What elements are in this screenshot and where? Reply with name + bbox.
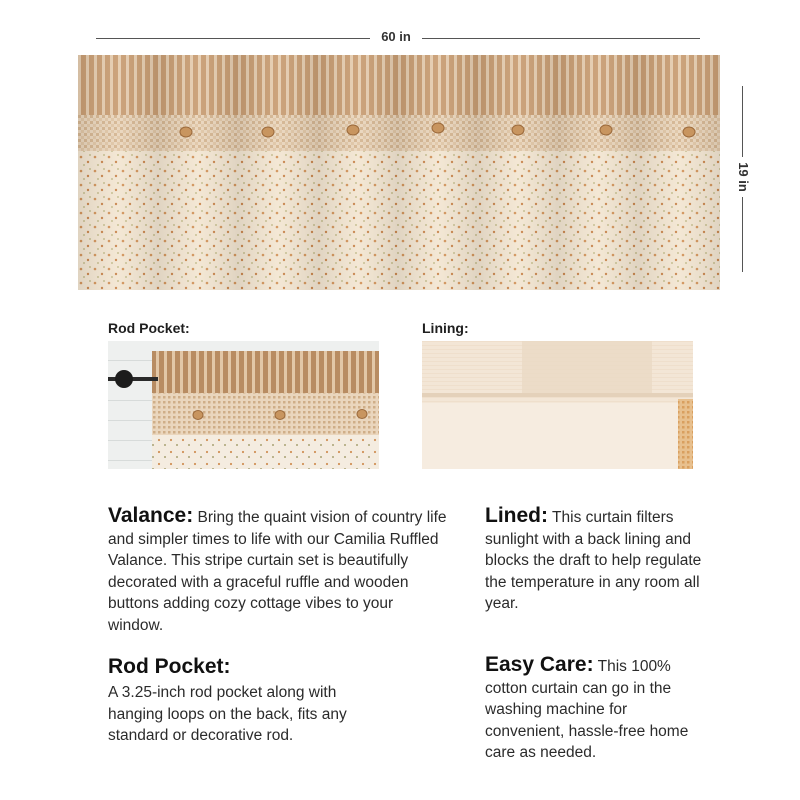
width-dimension-label: 60 in bbox=[370, 29, 422, 44]
lined-feature-heading: Lined: bbox=[485, 504, 548, 527]
lined-feature-text: This curtain filters sunlight with a back lining and blocks the draft to help regulate the temperature in any room all year. bbox=[485, 509, 702, 612]
lined-feature bbox=[485, 505, 710, 615]
rod-pocket-photo bbox=[108, 341, 379, 469]
height-dimension-label: 19 in bbox=[731, 157, 755, 197]
valance-feature-text: Bring the quaint vision of country life and simpler times to life with our Camilia Ruffled Valance. This stripe curtain set is beautifully decorated with a graceful ruffle and wooden buttons adding cozy cottage vibes to your window. bbox=[108, 509, 447, 634]
rod-pocket-feature-heading: Rod Pocket: bbox=[108, 655, 231, 678]
lining-detail-title: Lining: bbox=[422, 320, 469, 336]
easy-care-feature bbox=[485, 654, 710, 764]
rod-pocket-feature bbox=[108, 654, 378, 747]
lining-photo bbox=[422, 341, 693, 469]
valance-feature bbox=[108, 505, 448, 636]
easy-care-feature-text: This 100% cotton curtain can go in the washing machine for convenient, hassle-free home care as needed. bbox=[485, 658, 689, 761]
valance-product-image bbox=[78, 55, 720, 290]
valance-feature-heading: Valance: bbox=[108, 504, 194, 527]
easy-care-feature-heading: Easy Care: bbox=[485, 653, 594, 676]
rod-pocket-feature-text: A 3.25-inch rod pocket along with hanging loops on the back, fits any standard or decorative rod. bbox=[108, 684, 347, 744]
rod-pocket-detail-title: Rod Pocket: bbox=[108, 320, 190, 336]
